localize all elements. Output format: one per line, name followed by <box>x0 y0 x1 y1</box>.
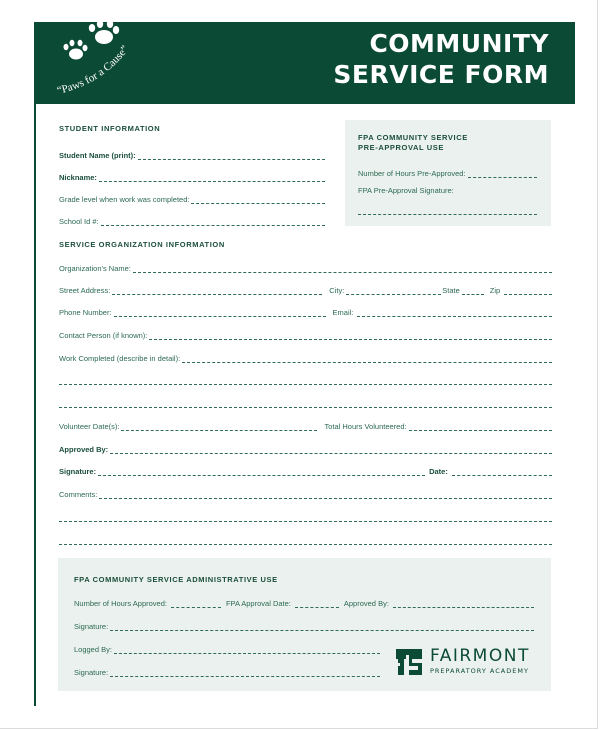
org-name-line[interactable] <box>133 264 552 273</box>
contact-field[interactable] <box>59 328 552 340</box>
city-line[interactable] <box>346 286 441 295</box>
street-label: Street Address: <box>59 286 111 295</box>
date-line[interactable] <box>452 467 552 476</box>
student-name-label: Student Name (print): <box>59 151 136 160</box>
tagline: “Paws for a Cause” <box>55 43 132 97</box>
admin-signature-line-1[interactable] <box>110 622 534 631</box>
volunteer-dates-line[interactable] <box>121 422 317 431</box>
nickname-field[interactable] <box>59 170 325 182</box>
fairmont-logo-icon <box>396 649 422 675</box>
logged-by-field[interactable] <box>74 642 380 654</box>
preapproval-signature-field[interactable] <box>358 203 537 215</box>
preapproval-heading-line-2: PRE-APPROVAL USE <box>358 143 445 152</box>
total-hours-line[interactable] <box>409 422 552 431</box>
signature-line[interactable] <box>98 467 425 476</box>
admin-use-box <box>58 558 551 691</box>
work-completed-line-3-row[interactable] <box>59 396 552 408</box>
comments-line-3-row[interactable] <box>59 533 552 545</box>
comments-line-3[interactable] <box>59 536 552 545</box>
title-line-1: COMMUNITY <box>369 29 549 58</box>
approval-date-line[interactable] <box>295 599 339 608</box>
preapproval-signature-label: FPA Pre-Approval Signature: <box>358 186 454 195</box>
student-name-line[interactable] <box>138 151 325 160</box>
preapproval-signature-line[interactable] <box>358 206 537 215</box>
contact-label: Contact Person (if known): <box>59 331 148 340</box>
left-rule <box>34 22 36 706</box>
comments-field[interactable] <box>59 487 552 499</box>
zip-line[interactable] <box>504 286 552 295</box>
address-row <box>59 283 552 295</box>
nickname-label: Nickname: <box>59 173 97 182</box>
phone-line[interactable] <box>114 308 326 317</box>
approved-by-field[interactable] <box>59 442 552 454</box>
street-line[interactable] <box>112 286 322 295</box>
page-title <box>333 28 549 90</box>
nickname-line[interactable] <box>99 173 325 182</box>
hours-preapproved-label: Number of Hours Pre-Approved: <box>358 169 466 178</box>
admin-approved-by-line[interactable] <box>393 599 534 608</box>
phone-label: Phone Number: <box>59 308 112 317</box>
logo-subtitle: PREPARATORY ACADEMY <box>430 667 529 675</box>
work-completed-field[interactable] <box>59 351 552 363</box>
logo-name: FAIRMONT <box>430 646 530 666</box>
admin-signature-line-2[interactable] <box>110 668 380 677</box>
zip-label: Zip <box>489 286 501 295</box>
hours-approved-label: Number of Hours Approved: <box>74 599 167 608</box>
header-banner <box>34 22 575 104</box>
approved-by-label: Approved By: <box>59 445 109 454</box>
hours-preapproved-line[interactable] <box>468 169 537 178</box>
admin-signature-field-1[interactable] <box>74 619 534 631</box>
state-label: State <box>442 286 460 295</box>
grade-level-label: Grade level when work was completed: <box>59 195 190 204</box>
work-completed-line-2[interactable] <box>59 376 552 385</box>
admin-signature-field-2[interactable] <box>74 665 380 677</box>
preapproval-signature-label-row <box>358 183 537 195</box>
school-id-field[interactable] <box>59 214 325 226</box>
school-id-line[interactable] <box>101 217 325 226</box>
org-name-field[interactable] <box>59 261 552 273</box>
admin-approved-by-label: Approved By: <box>343 599 389 608</box>
tagline-arc <box>44 22 174 102</box>
preapproval-heading-line-1: FPA COMMUNITY SERVICE <box>358 133 468 142</box>
approved-by-line[interactable] <box>110 445 552 454</box>
contact-line[interactable] <box>149 331 552 340</box>
fairmont-logo <box>396 648 530 675</box>
work-completed-line-3[interactable] <box>59 399 552 408</box>
email-line[interactable] <box>357 308 552 317</box>
logged-by-label: Logged By: <box>74 645 112 654</box>
city-label: City: <box>329 286 345 295</box>
grade-level-line[interactable] <box>191 195 325 204</box>
admin-approval-row <box>74 596 534 608</box>
svg-text:“Paws for a Cause” <box>56 43 131 97</box>
preapproval-heading <box>358 133 468 153</box>
work-completed-line-2-row[interactable] <box>59 373 552 385</box>
comments-line-1[interactable] <box>99 490 552 499</box>
total-hours-label: Total Hours Volunteered: <box>324 422 407 431</box>
phone-email-row <box>59 305 552 317</box>
org-name-label: Organization's Name: <box>59 264 131 273</box>
hours-preapproved-field[interactable] <box>358 166 537 178</box>
date-label: Date: <box>429 467 448 476</box>
work-completed-line-1[interactable] <box>182 354 552 363</box>
school-id-label: School Id #: <box>59 217 99 226</box>
comments-label: Comments: <box>59 490 98 499</box>
dates-hours-row <box>59 419 552 431</box>
signature-label: Signature: <box>59 467 97 476</box>
signature-date-row <box>59 464 552 476</box>
student-info-heading: STUDENT INFORMATION <box>59 124 161 133</box>
work-completed-label: Work Completed (describe in detail): <box>59 354 181 363</box>
student-name-field[interactable] <box>59 148 325 160</box>
logged-by-line[interactable] <box>114 645 380 654</box>
organization-heading: SERVICE ORGANIZATION INFORMATION <box>59 240 225 249</box>
email-label: Email: <box>332 308 354 317</box>
admin-heading: FPA COMMUNITY SERVICE ADMINISTRATIVE USE <box>74 575 278 584</box>
grade-level-field[interactable] <box>59 192 325 204</box>
preapproval-box <box>345 120 551 226</box>
state-line[interactable] <box>462 286 484 295</box>
hours-approved-line[interactable] <box>171 599 221 608</box>
approval-date-label: FPA Approval Date: <box>225 599 291 608</box>
title-line-2: SERVICE FORM <box>333 60 549 89</box>
volunteer-dates-label: Volunteer Date(s): <box>59 422 120 431</box>
comments-line-2[interactable] <box>59 513 552 522</box>
admin-signature-label-2: Signature: <box>74 668 109 677</box>
comments-line-2-row[interactable] <box>59 510 552 522</box>
admin-signature-label-1: Signature: <box>74 622 109 631</box>
